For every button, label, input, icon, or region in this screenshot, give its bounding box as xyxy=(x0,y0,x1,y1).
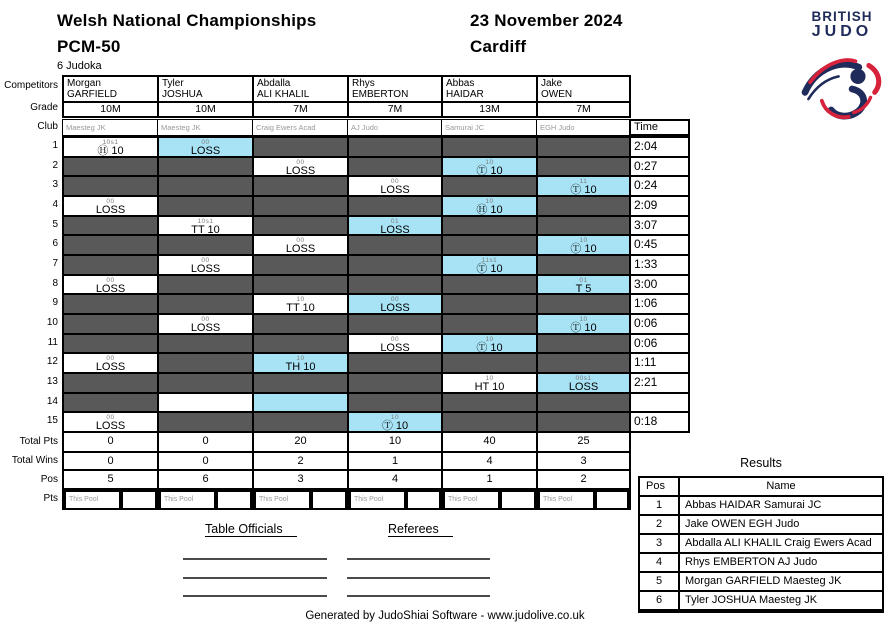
match-cell xyxy=(64,236,157,254)
score-text: LOSS xyxy=(380,302,410,313)
score-text: Ⓗ 10 xyxy=(97,145,124,156)
row-number: 1 xyxy=(52,140,58,151)
pts-extra-box xyxy=(408,492,439,508)
match-cell xyxy=(443,197,536,215)
match-cell xyxy=(443,413,536,431)
competitor-name-cell xyxy=(64,77,157,101)
total-value-cell: 0 xyxy=(159,453,252,470)
match-cell xyxy=(254,177,347,195)
totals-block xyxy=(62,431,631,510)
this-pool-box: This Pool xyxy=(445,492,498,508)
results-name-cell: Tyler JOSHUA Maesteg JK xyxy=(680,592,882,609)
score-superscript: 00 xyxy=(106,414,115,422)
row-number: 5 xyxy=(52,218,58,230)
time-cell xyxy=(629,392,690,414)
match-cell xyxy=(443,236,536,254)
british-judo-logo xyxy=(798,10,886,138)
match-cell xyxy=(254,354,347,372)
this-pool-box: This Pool xyxy=(351,492,404,508)
score-superscript: 00 xyxy=(201,316,210,323)
total-value-cell: 0 xyxy=(159,433,252,451)
total-value-cell: 5 xyxy=(64,471,157,488)
score-superscript: 11 xyxy=(579,178,588,186)
row-number: 6 xyxy=(52,238,58,250)
match-cell xyxy=(538,177,629,195)
time-column-header: Time xyxy=(629,119,690,136)
total-value-cell: 1 xyxy=(349,453,441,470)
match-cell xyxy=(254,236,347,254)
match-cell xyxy=(349,197,441,215)
row-number: 12 xyxy=(46,356,58,368)
score-superscript: 00 xyxy=(201,139,210,146)
row-number: 13 xyxy=(46,376,58,387)
table-officials-heading xyxy=(205,522,297,536)
competitor-first-name: Tyler xyxy=(162,78,184,89)
score-text: HT 10 xyxy=(474,381,505,392)
match-cell xyxy=(64,394,157,412)
score-text: LOSS xyxy=(380,341,410,353)
results-name-cell: Rhys EMBERTON AJ Judo xyxy=(680,554,882,571)
match-cell xyxy=(64,276,157,294)
match-cell xyxy=(443,295,536,313)
label-total-pts: Total Pts xyxy=(19,436,58,447)
this-pool-box: This Pool xyxy=(256,492,309,508)
match-cell xyxy=(159,413,252,431)
time-cell: 0:06 xyxy=(629,313,690,335)
event-date: 23 November 2024 xyxy=(470,11,623,30)
row-number: 10 xyxy=(46,317,58,328)
score-text: Ⓣ 10 xyxy=(570,243,597,254)
results-header-pos: Pos xyxy=(640,478,678,495)
score-superscript: 00 xyxy=(106,276,115,284)
signature-line xyxy=(347,577,490,579)
label-pts: Pts xyxy=(43,493,58,504)
competitor-last-name: HAIDAR xyxy=(446,89,484,100)
score-text: TH 10 xyxy=(285,361,316,372)
score-superscript: 10s1 xyxy=(197,217,214,225)
total-value-cell: 40 xyxy=(443,433,536,451)
competitor-last-name: JOSHUA xyxy=(162,89,203,100)
label-total-wins: Total Wins xyxy=(11,455,58,466)
row-number: 9 xyxy=(52,297,58,309)
score-superscript: 10 xyxy=(296,355,305,363)
results-name-cell: Abdalla ALI KHALIL Craig Ewers Acad xyxy=(680,535,882,552)
grade-cell: 7M xyxy=(538,103,629,116)
match-cell xyxy=(538,394,629,412)
score-text: LOSS xyxy=(380,184,410,195)
score-superscript: 10 xyxy=(485,375,494,382)
score-text: LOSS xyxy=(285,164,316,176)
this-pool-box: This Pool xyxy=(66,492,119,508)
match-cell xyxy=(538,158,629,176)
score-superscript: 00 xyxy=(201,257,210,264)
match-cell xyxy=(349,158,441,176)
total-value-cell: 0 xyxy=(64,453,157,470)
match-cell xyxy=(159,217,252,235)
match-cell xyxy=(64,138,157,156)
results-name-cell: Morgan GARFIELD Maesteg JK xyxy=(680,573,882,590)
competitor-first-name: Abbas xyxy=(446,78,475,89)
time-cell: 0:24 xyxy=(629,175,690,197)
competitor-last-name: GARFIELD xyxy=(67,89,118,100)
match-cell xyxy=(349,177,441,195)
time-cell: 2:09 xyxy=(629,195,690,217)
match-cell xyxy=(64,295,157,313)
match-cell xyxy=(254,295,347,313)
grade-cell: 7M xyxy=(349,103,441,116)
score-text: LOSS xyxy=(95,420,126,431)
match-cell xyxy=(254,197,347,215)
match-cell xyxy=(64,315,157,333)
match-cell xyxy=(443,217,536,235)
score-text: Ⓣ 10 xyxy=(381,420,409,431)
match-cell xyxy=(159,276,252,294)
match-cell xyxy=(349,354,441,372)
judo-figure-icon xyxy=(800,45,884,133)
score-text: LOSS xyxy=(95,282,126,294)
grade-cell: 10M xyxy=(159,103,252,116)
match-cell xyxy=(538,217,629,235)
signature-line xyxy=(183,577,327,579)
match-grid xyxy=(62,136,631,433)
label-competitors: Competitors xyxy=(4,80,58,91)
match-cell xyxy=(349,315,441,333)
club-cell: EGH Judo xyxy=(536,119,630,136)
match-cell xyxy=(159,197,252,215)
results-pos-cell: 6 xyxy=(640,592,678,609)
score-text: TT 10 xyxy=(191,223,220,235)
score-superscript: 10 xyxy=(485,158,494,166)
results-pos-cell: 4 xyxy=(640,554,678,571)
total-value-cell: 2 xyxy=(538,471,629,488)
logo-text-judo: JUDO xyxy=(811,23,873,41)
score-text: TT 10 xyxy=(286,302,315,313)
time-cell: 0:27 xyxy=(629,156,690,178)
match-cell xyxy=(349,413,441,431)
match-cell xyxy=(538,354,629,372)
score-text: LOSS xyxy=(190,263,221,274)
score-superscript: 10 xyxy=(579,237,588,245)
score-superscript: 00 xyxy=(296,158,305,166)
match-cell xyxy=(443,315,536,333)
match-cell xyxy=(538,374,629,392)
category-title: PCM-50 xyxy=(57,37,121,56)
score-superscript: 00 xyxy=(106,355,115,363)
table-officials-label: Table Officials xyxy=(205,522,297,537)
score-superscript: 00 xyxy=(390,296,400,304)
competitor-first-name: Jake xyxy=(541,78,563,89)
total-value-cell: 3 xyxy=(254,471,347,488)
match-cell xyxy=(254,335,347,353)
generated-by-note: Generated by JudoShiai Software - www.judolive.co.uk xyxy=(305,610,585,622)
competitor-name-cell xyxy=(538,77,629,101)
match-cell xyxy=(349,276,441,294)
time-cell: 1:33 xyxy=(629,254,690,276)
grade-cell: 13M xyxy=(443,103,536,116)
time-cell: 1:06 xyxy=(629,293,690,315)
score-superscript: 11s1 xyxy=(481,257,498,264)
match-cell xyxy=(443,177,536,195)
score-superscript: 00 xyxy=(390,178,400,186)
score-text: Ⓣ 10 xyxy=(476,341,503,353)
label-club: Club xyxy=(37,121,58,132)
match-cell xyxy=(64,158,157,176)
competitor-header-block xyxy=(62,75,631,118)
match-cell xyxy=(64,217,157,235)
page-title: Welsh National Championships xyxy=(57,11,317,30)
time-cell: 3:00 xyxy=(629,274,690,296)
match-cell xyxy=(254,276,347,294)
total-value-cell: 4 xyxy=(349,471,441,488)
score-text: LOSS xyxy=(95,361,126,372)
total-value-cell: 4 xyxy=(443,453,536,470)
label-pos: Pos xyxy=(40,474,58,485)
match-cell xyxy=(349,217,441,235)
score-superscript: 10 xyxy=(390,414,400,422)
score-text: Ⓣ 10 xyxy=(476,164,503,176)
match-cell xyxy=(538,335,629,353)
match-cell xyxy=(159,236,252,254)
match-cell xyxy=(254,394,347,412)
score-superscript: 00 xyxy=(106,198,115,205)
pts-extra-box xyxy=(313,492,345,508)
competitor-name-cell xyxy=(254,77,347,101)
match-cell xyxy=(443,354,536,372)
score-text: Ⓣ 10 xyxy=(570,184,597,195)
match-cell xyxy=(349,374,441,392)
match-cell xyxy=(64,374,157,392)
total-value-cell: 25 xyxy=(538,433,629,451)
row-number: 7 xyxy=(52,258,58,269)
score-superscript: 00s1 xyxy=(575,375,592,382)
total-value-cell: 3 xyxy=(538,453,629,470)
judoka-count: 6 Judoka xyxy=(57,60,102,72)
match-cell xyxy=(443,374,536,392)
row-number: 8 xyxy=(52,277,58,289)
competitor-name-cell xyxy=(443,77,536,101)
match-cell xyxy=(443,138,536,156)
match-cell xyxy=(64,177,157,195)
competitor-last-name: ALI KHALIL xyxy=(257,89,310,100)
results-pos-cell: 2 xyxy=(640,516,678,533)
total-value-cell: 20 xyxy=(254,433,347,451)
match-cell xyxy=(349,394,441,412)
time-cell: 1:11 xyxy=(629,352,690,374)
results-header-name: Name xyxy=(680,478,882,495)
score-superscript: 01 xyxy=(579,276,588,284)
results-name-cell: Abbas HAIDAR Samurai JC xyxy=(680,497,882,514)
match-cell xyxy=(538,256,629,274)
match-cell xyxy=(538,413,629,431)
signature-line xyxy=(347,595,490,597)
pts-extra-box xyxy=(502,492,534,508)
match-cell xyxy=(538,295,629,313)
referees-label: Referees xyxy=(388,522,453,537)
club-cell: Samurai JC xyxy=(441,119,537,136)
score-text: Ⓣ 10 xyxy=(570,322,597,333)
club-cell: AJ Judo xyxy=(347,119,442,136)
club-cell: Craig Ewers Acad xyxy=(252,119,348,136)
grade-cell: 10M xyxy=(64,103,157,116)
match-cell xyxy=(159,374,252,392)
score-text: LOSS xyxy=(190,145,221,156)
score-superscript: 01 xyxy=(390,217,400,225)
match-cell xyxy=(159,315,252,333)
score-text: LOSS xyxy=(568,381,599,392)
score-superscript: 00 xyxy=(296,237,305,245)
event-location: Cardiff xyxy=(470,37,527,56)
match-cell xyxy=(538,315,629,333)
score-text: Ⓣ 10 xyxy=(476,263,503,274)
match-cell xyxy=(254,315,347,333)
match-cell xyxy=(443,394,536,412)
match-cell xyxy=(159,394,252,412)
match-cell xyxy=(64,335,157,353)
match-cell xyxy=(538,138,629,156)
total-value-cell: 2 xyxy=(254,453,347,470)
match-cell xyxy=(443,158,536,176)
competitor-first-name: Morgan xyxy=(67,78,101,89)
total-value-cell: 6 xyxy=(159,471,252,488)
time-cell: 0:18 xyxy=(629,411,690,433)
results-pos-cell: 5 xyxy=(640,573,678,590)
results-table xyxy=(638,476,884,613)
row-number: 2 xyxy=(52,159,58,171)
score-superscript: 10 xyxy=(579,316,588,323)
time-cell: 3:07 xyxy=(629,215,690,237)
match-cell xyxy=(159,177,252,195)
competitor-name-cell xyxy=(349,77,441,101)
match-cell xyxy=(538,197,629,215)
match-cell xyxy=(538,276,629,294)
signature-line xyxy=(183,558,327,560)
time-cell: 0:06 xyxy=(629,333,690,355)
match-cell xyxy=(64,197,157,215)
match-cell xyxy=(254,374,347,392)
match-cell xyxy=(349,236,441,254)
logo-text-british: BRITISH xyxy=(811,9,873,24)
match-cell xyxy=(64,413,157,431)
match-cell xyxy=(443,335,536,353)
this-pool-box: This Pool xyxy=(540,492,593,508)
match-cell xyxy=(349,335,441,353)
referees-heading xyxy=(388,522,453,536)
match-cell xyxy=(349,138,441,156)
time-cell: 0:45 xyxy=(629,234,690,256)
match-cell xyxy=(159,158,252,176)
competitor-name-cell xyxy=(159,77,252,101)
competitor-last-name: OWEN xyxy=(541,89,573,100)
match-cell xyxy=(64,256,157,274)
total-value-cell: 0 xyxy=(64,433,157,451)
match-cell xyxy=(64,354,157,372)
match-cell xyxy=(443,276,536,294)
match-cell xyxy=(349,295,441,313)
results-name-cell: Jake OWEN EGH Judo xyxy=(680,516,882,533)
pts-extra-box xyxy=(218,492,250,508)
match-cell xyxy=(159,335,252,353)
match-cell xyxy=(254,256,347,274)
competitor-last-name: EMBERTON xyxy=(352,89,409,100)
match-cell xyxy=(254,138,347,156)
club-cell: Maesteg JK xyxy=(157,119,253,136)
time-cell: 2:21 xyxy=(629,372,690,394)
score-superscript: 10 xyxy=(296,296,305,304)
grade-cell: 7M xyxy=(254,103,347,116)
row-number: 11 xyxy=(47,336,58,348)
pts-extra-box xyxy=(123,492,155,508)
label-grade: Grade xyxy=(30,102,58,113)
competitor-first-name: Rhys xyxy=(352,78,375,89)
score-superscript: 10s1 xyxy=(102,139,119,146)
match-cell xyxy=(159,138,252,156)
match-cell xyxy=(159,295,252,313)
signature-line xyxy=(347,558,490,560)
score-text: LOSS xyxy=(285,243,316,254)
signature-line xyxy=(183,595,327,597)
club-cell: Maesteg JK xyxy=(62,119,158,136)
score-text: Ⓗ 10 xyxy=(476,204,503,215)
score-superscript: 10 xyxy=(485,335,494,343)
score-superscript: 10 xyxy=(485,198,494,205)
results-pos-cell: 1 xyxy=(640,497,678,514)
score-text: LOSS xyxy=(95,204,126,215)
score-text: T 5 xyxy=(575,282,592,294)
results-pos-cell: 3 xyxy=(640,535,678,552)
competitor-first-name: Abdalla xyxy=(257,78,291,89)
match-cell xyxy=(254,158,347,176)
match-cell xyxy=(538,236,629,254)
score-superscript: 00 xyxy=(390,335,400,343)
match-cell xyxy=(159,256,252,274)
pts-extra-box xyxy=(597,492,627,508)
row-number: 4 xyxy=(52,199,58,210)
row-number: 14 xyxy=(46,395,58,407)
score-text: LOSS xyxy=(190,322,221,333)
results-title: Results xyxy=(740,456,782,470)
match-cell xyxy=(254,413,347,431)
match-cell xyxy=(443,256,536,274)
this-pool-box: This Pool xyxy=(161,492,214,508)
match-cell xyxy=(349,256,441,274)
match-cell xyxy=(254,217,347,235)
row-number: 3 xyxy=(52,179,58,191)
match-cell xyxy=(159,354,252,372)
time-cell: 2:04 xyxy=(629,136,690,158)
score-text: LOSS xyxy=(380,223,410,235)
total-value-cell: 10 xyxy=(349,433,441,451)
row-number: 15 xyxy=(46,415,58,427)
total-value-cell: 1 xyxy=(443,471,536,488)
